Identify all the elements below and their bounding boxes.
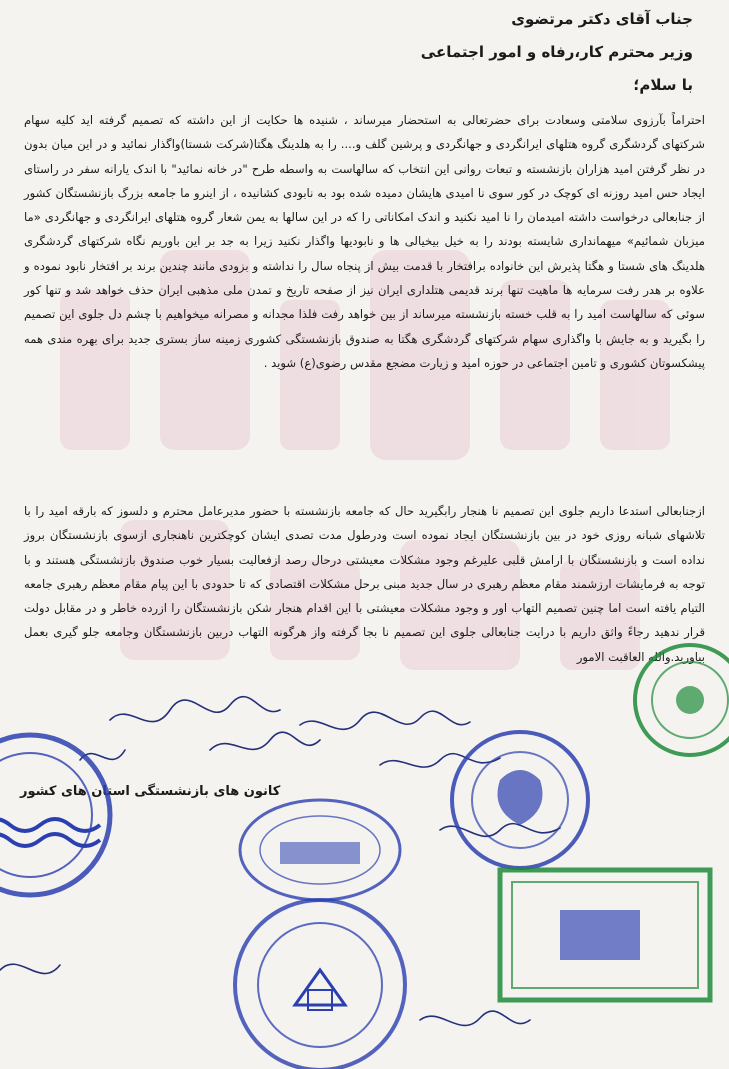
stamp-green-small — [635, 645, 729, 755]
signature-8 — [0, 964, 60, 973]
stamp-association-b — [240, 800, 400, 900]
signatory: کانون های بازنشستگی استان های کشور — [20, 784, 281, 799]
signature-1 — [110, 697, 280, 722]
signature-3 — [300, 711, 470, 729]
signatures-and-stamps — [0, 600, 729, 1069]
signature-4 — [380, 754, 500, 768]
letter-paragraph-2: ازجنابعالی استدعا داریم جلوی این تصمیم نا هنجار رابگیرید حال که جامعه بازنشسته با حضور مدیرعامل محترم و دلسوز که بارقه امید را با تلاشهای شبانه روزی خود در بین بازنشستگان ایجاد نموده است ودرطول مدت تصدی ایشان کوچکترین ناهنجاری ازسوی بازنشستگان بروز نداده است و بازنشستگان با ارامش قلبی علیرغم وجود مشکلات معیشتی درحال رصد ازفعالیت بسیار خوب صندوق بازنشستگی هستند و با توجه به فرمایشات ارزشمند مقام معظم رهبری در سال جدید مبنی برحل مشکلات اقتصادی که تا حدودی با این پیام مقام معظم رهبری جامعه التیام یافته است اما چنین تصمیم التهاب اور و وجود مشکلات معیشتی با این اقدام هنجار شکن بازنشستگان را ازرده خاطر و در مقابل دولت قرار ندهید رجاءً واثق داریم با درایت جنابعالی جلوی این تصمیم نا بجا گرفته واز هرگونه التهاب دربین بازنشستگان وجامعه جلو گیری بعمل بیاورید.والله العاقبت الامور — [24, 504, 705, 664]
addressee-title: جناب آقای دکتر مرتضوی — [511, 10, 693, 28]
stamp-association-c — [235, 900, 405, 1069]
letter-paragraph-1: احتراماً بآرزوی سلامتی وسعادت برای حضرتعالی به استحضار میرساند ، شنیده ها حکایت از این داشته که تصمیم گرفته اید کلیه سهام شرکتهای گردشگری گروه هتلهای ایرانگردی و جهانگردی و پرشین گلف و.... را به هلدینگ هگتا(شرکت شستا)واگذار نمائید و در این میان بدون در نظر گرفتن امید هزاران بازنشسته و تبعات روانی این انتخاب که سالهاست به واسطه طرح "در خانه نمائید" با اندک یارانه سفر در راستای ایجاد حس امید روزنه ای کوچک در کور سوی نا امیدی هایشان دمیده شده بود به نابودی کشانیده ، از اینرو ما جامعه بزرگ بازنشستگان کشور از جنابعالی درخواست داشته امیدمان را نا امید نکنید و اندک امکاناتی را که در این سالها به یمن شعار گروه هتلهای ایرانگردی و جهانگردی «ما میزبان شمائیم» میهمانداری شایسته بودند را به خیل بیخیالی ها و نابودیها واگذار نکنید زیرا به جد بر این باوریم نگاه شرکتهای گردشگری هلدینگ های شستا و هگتا پذیرش این خانواده برافتخار با قدمت بیش از پنجاه سال را نداشته و بزودی مانند چندین برند بر افتخار نابود نموده و علاوه بر هدر رفت سرمایه ها ماهیت تنها برند قدیمی هتلداری ایران نیز از صفحه تاریخ و تمدن ملی مذهبی ایران حذف خواهد شد و تنها کور سوئی که سالهاست امید را به قلب خسته بازنشسته میرساند از بین خواهد رفت فلذا مجدانه و مصرانه میخواهیم با چشم دل جلوی این تصمیم را بگیرید و به جایش با واگذاری سهام شرکتهای گردشگری هگتا به صندوق بازنشستگی کشوری زمینه ساز بستری جدید برای بهره مندی همه پیشکسوتان کشوری و تامین اجتماعی در حوزه امید و زیارت مضجع مقدس رضوی(ع) شوید . — [24, 113, 705, 370]
addressee-position: وزیر محترم کار،رفاه و امور اجتماعی — [420, 43, 693, 61]
signature-7 — [420, 1011, 530, 1025]
stamp-association-e — [500, 870, 710, 1000]
greeting: با سلام؛ — [633, 76, 693, 94]
signature-2 — [210, 732, 320, 750]
stamp-association-a — [0, 735, 110, 895]
stamp-association-d — [452, 732, 588, 868]
